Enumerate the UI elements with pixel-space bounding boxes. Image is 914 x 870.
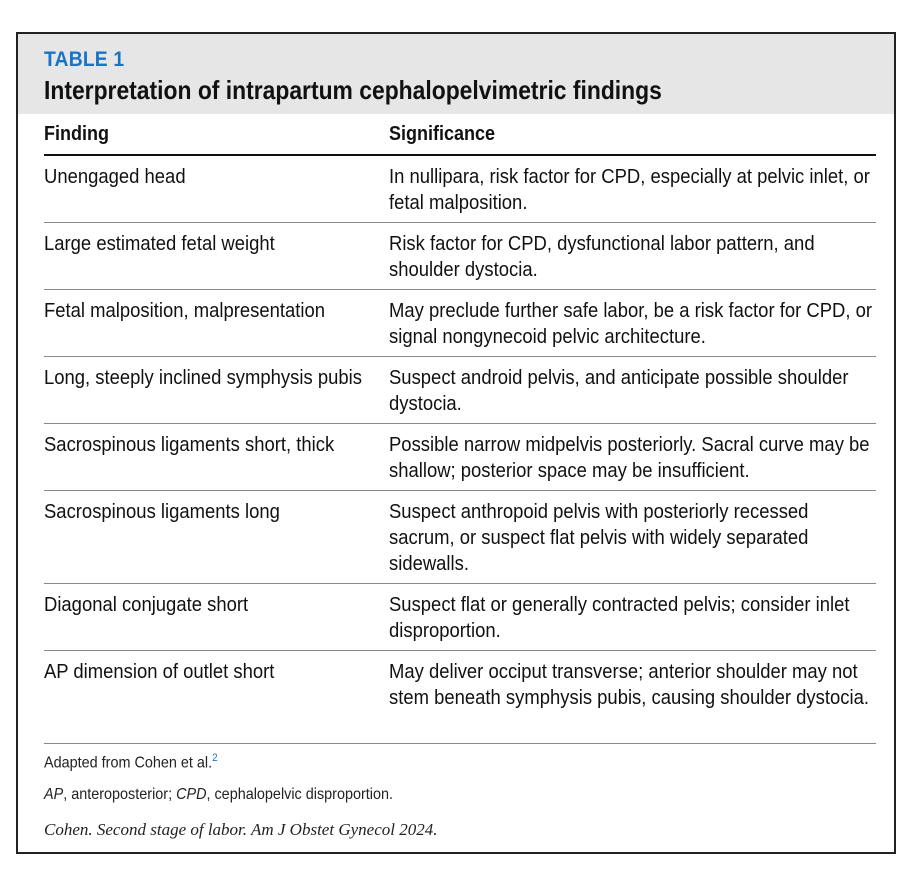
abbr-ap: AP [44, 786, 64, 803]
reference-link[interactable]: 2 [212, 752, 218, 764]
finding-cell: AP dimension of outlet short [44, 660, 275, 683]
significance-cell: Suspect android pelvis, and anticipate possible shoulder dystocia. [389, 366, 849, 415]
finding-cell: Unengaged head [44, 165, 186, 188]
finding-cell: Long, steeply inclined symphysis pubis [44, 366, 362, 389]
significance-cell: Risk factor for CPD, dysfunctional labor pattern, and shoulder dystocia. [389, 232, 815, 281]
abbr-cpd: CPD [176, 786, 207, 803]
table-row [44, 357, 876, 424]
data-table [44, 114, 876, 744]
significance-cell: May deliver occiput transverse; anterior shoulder may not stem beneath symphysis pubis, causing shoulder dystocia. [389, 660, 869, 709]
table-row [44, 223, 876, 290]
table-label: TABLE 1 [44, 48, 125, 71]
table-row [44, 491, 876, 584]
finding-cell: Sacrospinous ligaments short, thick [44, 433, 335, 456]
significance-cell: Suspect anthropoid pelvis with posteriorly recessed sacrum, or suspect flat pelvis with widely separated sidewalls. [389, 500, 809, 575]
significance-cell: Suspect flat or generally contracted pelvis; consider inlet disproportion. [389, 593, 850, 642]
table-row [44, 290, 876, 357]
finding-cell: Sacrospinous ligaments long [44, 500, 280, 523]
column-header-finding: Finding [44, 123, 109, 145]
finding-cell: Large estimated fetal weight [44, 232, 275, 255]
adapted-note [44, 752, 218, 772]
table-frame [16, 32, 896, 854]
abbr-cpd-text: , cephalopelvic disproportion. [206, 786, 393, 803]
significance-cell: May preclude further safe labor, be a risk factor for CPD, or signal nongynecoid pelvic architecture. [389, 299, 872, 348]
adapted-text: Adapted from Cohen et al. [44, 754, 213, 772]
significance-cell: In nullipara, risk factor for CPD, especially at pelvic inlet, or fetal malposition. [389, 165, 870, 214]
finding-cell: Fetal malposition, malpresentation [44, 299, 325, 322]
significance-cell: Possible narrow midpelvis posteriorly. Sacral curve may be shallow; posterior space may be insufficient. [389, 433, 870, 482]
table-head [44, 114, 876, 156]
table-row [44, 424, 876, 491]
citation-note: Cohen. Second stage of labor. Am J Obstet Gynecol 2024. [44, 820, 438, 839]
table-row [44, 651, 876, 744]
table-header-band [18, 34, 894, 114]
table-title: Interpretation of intrapartum cephalopelvimetric findings [44, 75, 662, 105]
abbreviation-note [44, 786, 393, 804]
abbr-ap-text: , anteroposterior; [63, 786, 177, 803]
table-row [44, 584, 876, 651]
column-header-significance: Significance [389, 123, 496, 145]
table-row [44, 156, 876, 223]
finding-cell: Diagonal conjugate short [44, 593, 249, 616]
